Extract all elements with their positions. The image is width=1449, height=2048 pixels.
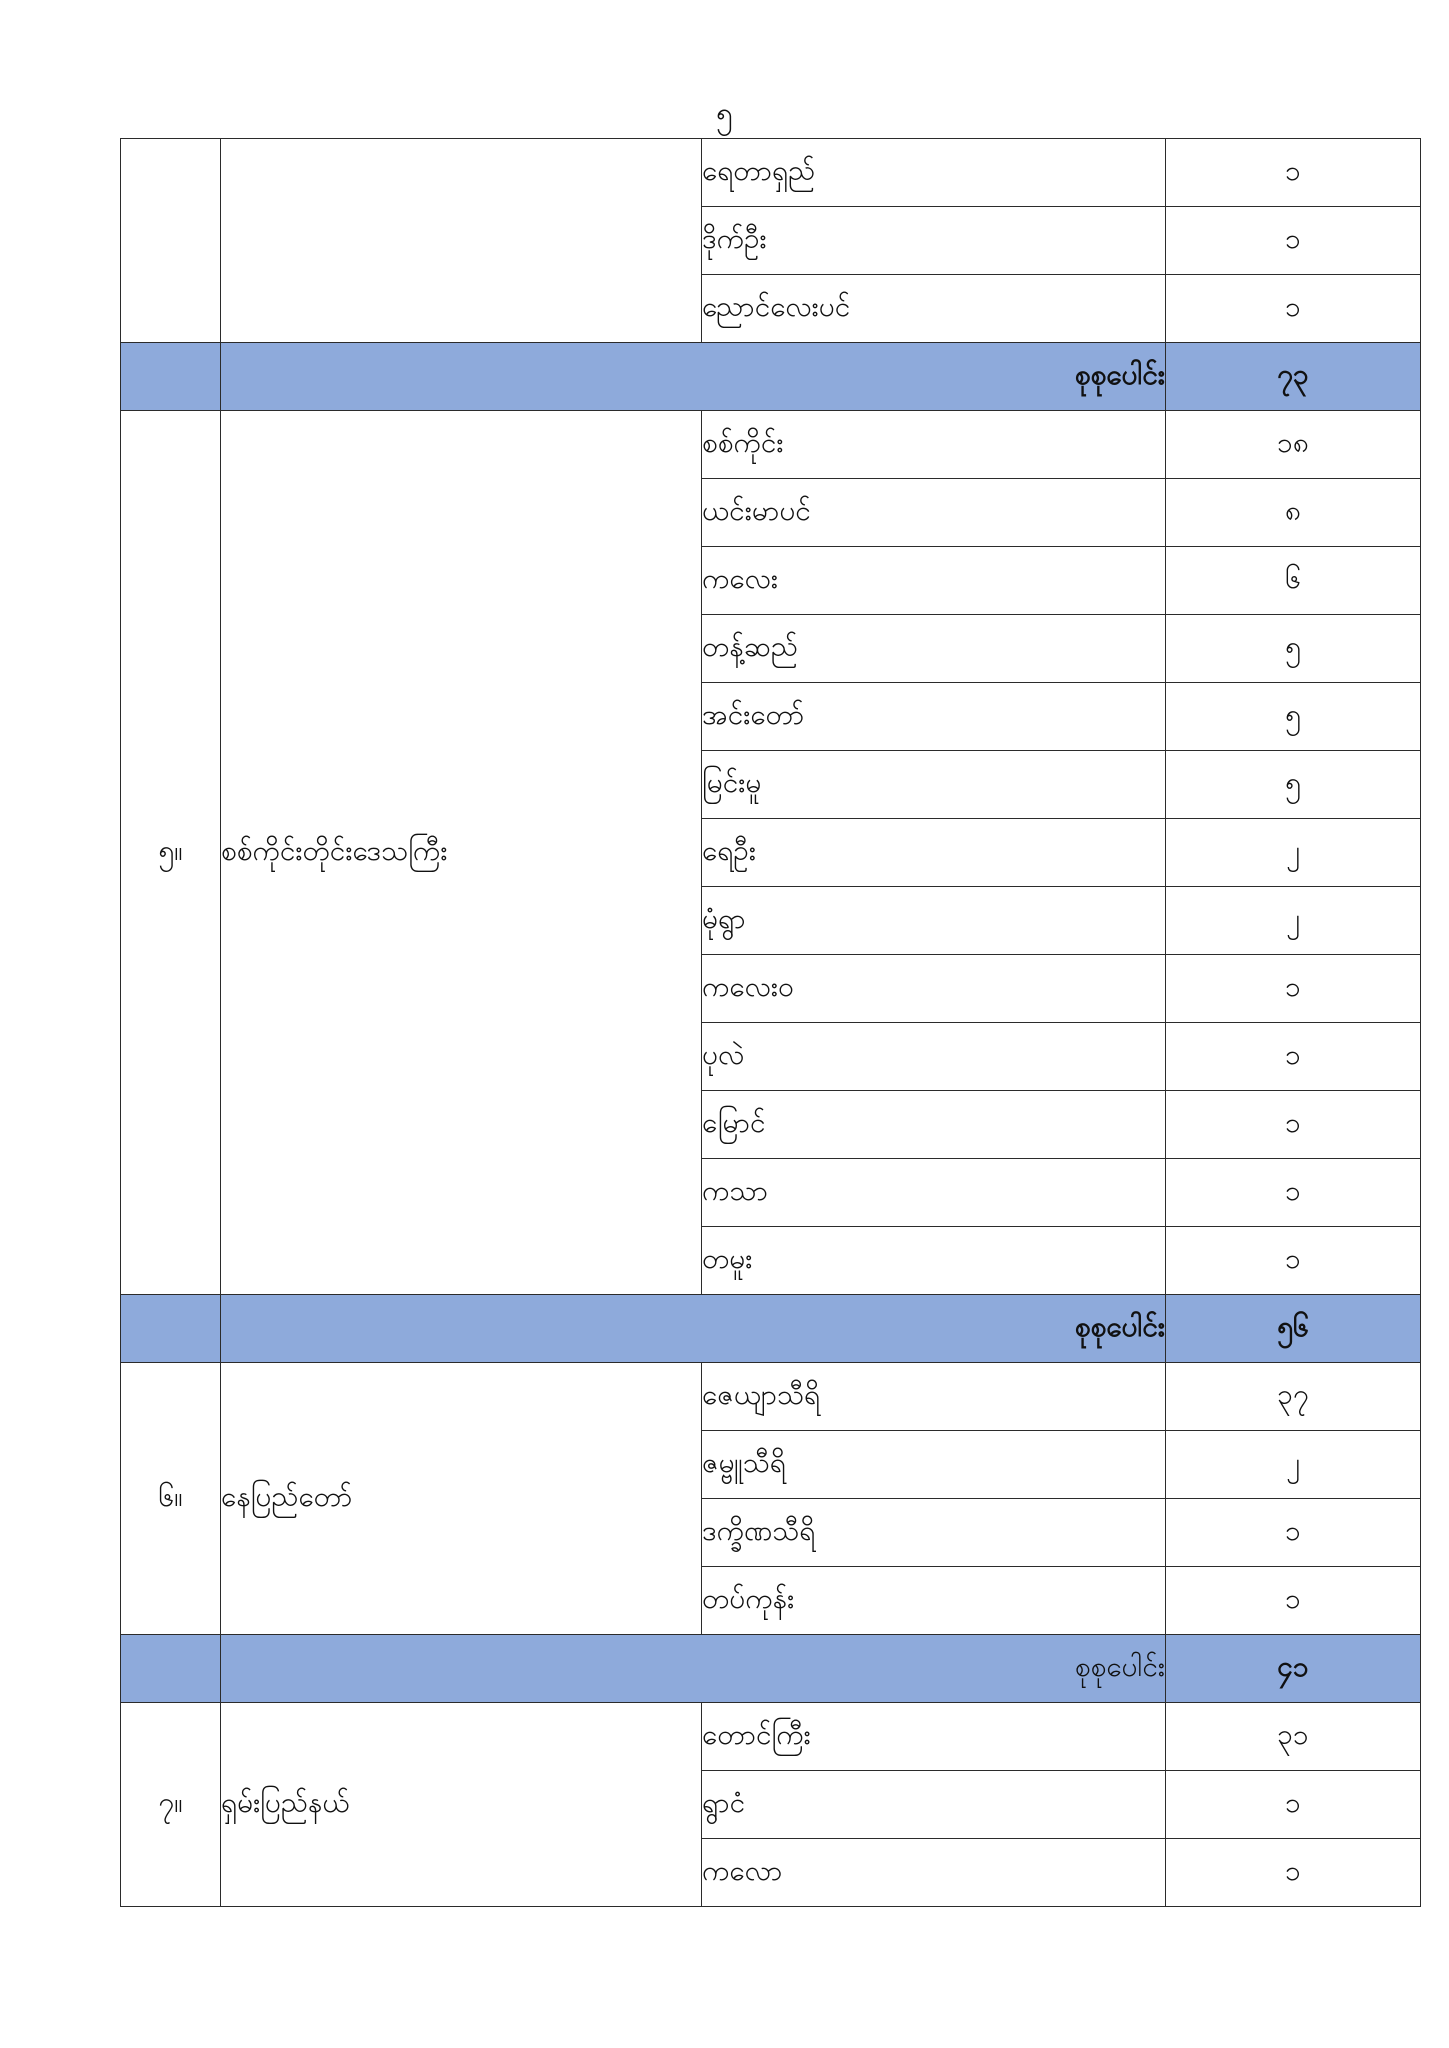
count-cell: ၅	[1166, 615, 1421, 683]
township-name-cell: ရွာငံ	[702, 1771, 1166, 1839]
count-cell: ၁	[1166, 1567, 1421, 1635]
region-name-cell	[221, 139, 702, 343]
serial-number-cell: ၆။	[121, 1363, 221, 1635]
count-cell: ၁	[1166, 955, 1421, 1023]
count-cell: ၁	[1166, 1839, 1421, 1907]
total-value: ၅၆	[1166, 1295, 1421, 1363]
total-row	[121, 343, 1421, 411]
count-cell: ၅	[1166, 683, 1421, 751]
count-cell: ၃၇	[1166, 1363, 1421, 1431]
count-cell: ၁	[1166, 207, 1421, 275]
serial-number-cell: ၇။	[121, 1703, 221, 1907]
count-cell: ၁၈	[1166, 411, 1421, 479]
count-cell: ၃၁	[1166, 1703, 1421, 1771]
count-cell: ၁	[1166, 1771, 1421, 1839]
township-name-cell: မုံရွာ	[702, 887, 1166, 955]
total-row	[121, 1635, 1421, 1703]
count-cell: ၆	[1166, 547, 1421, 615]
township-name-cell: မြင်းမူ	[702, 751, 1166, 819]
table-row	[121, 411, 1421, 479]
total-label: စုစုပေါင်း	[221, 1295, 1166, 1363]
total-label: စုစုပေါင်း	[221, 343, 1166, 411]
count-cell: ၁	[1166, 1023, 1421, 1091]
total-row	[121, 1295, 1421, 1363]
township-name-cell: ပုလဲ	[702, 1023, 1166, 1091]
township-name-cell: မြောင်	[702, 1091, 1166, 1159]
count-cell: ၁	[1166, 1227, 1421, 1295]
serial-number-cell: ၅။	[121, 411, 221, 1295]
township-name-cell: ညောင်လေးပင်	[702, 275, 1166, 343]
township-name-cell: တမူး	[702, 1227, 1166, 1295]
township-name-cell: ယင်းမာပင်	[702, 479, 1166, 547]
township-name-cell: ကလေး	[702, 547, 1166, 615]
count-cell: ၁	[1166, 1499, 1421, 1567]
page-number: ၅	[716, 96, 733, 131]
table-row	[121, 139, 1421, 207]
count-cell: ၂	[1166, 1431, 1421, 1499]
township-name-cell: ကလေးဝ	[702, 955, 1166, 1023]
township-name-cell: ဒိုက်ဦး	[702, 207, 1166, 275]
region-name-cell: စစ်ကိုင်းတိုင်းဒေသကြီး	[221, 411, 702, 1295]
township-name-cell: ကလော	[702, 1839, 1166, 1907]
total-value: ၇၃	[1166, 343, 1421, 411]
township-name-cell: ရေတာရှည်	[702, 139, 1166, 207]
township-name-cell: ဇေယျာသီရိ	[702, 1363, 1166, 1431]
township-name-cell: စစ်ကိုင်း	[702, 411, 1166, 479]
table-row	[121, 1363, 1421, 1431]
count-cell: ၁	[1166, 1159, 1421, 1227]
count-cell: ၂	[1166, 887, 1421, 955]
total-label: စုစုပေါင်း	[221, 1635, 1166, 1703]
township-name-cell: ဇမ္ဗူသီရိ	[702, 1431, 1166, 1499]
township-name-cell: အင်းတော်	[702, 683, 1166, 751]
serial-number-cell	[121, 139, 221, 343]
total-blank-cell	[121, 343, 221, 411]
town-count-table	[120, 138, 1421, 1907]
township-name-cell: တောင်ကြီး	[702, 1703, 1166, 1771]
region-name-cell: ရှမ်းပြည်နယ်	[221, 1703, 702, 1907]
count-cell: ၁	[1166, 275, 1421, 343]
count-cell: ၈	[1166, 479, 1421, 547]
count-cell: ၁	[1166, 1091, 1421, 1159]
table-row	[121, 1703, 1421, 1771]
township-name-cell: ရေဦး	[702, 819, 1166, 887]
township-name-cell: ကသာ	[702, 1159, 1166, 1227]
total-blank-cell	[121, 1295, 221, 1363]
township-name-cell: တန့်ဆည်	[702, 615, 1166, 683]
count-cell: ၅	[1166, 751, 1421, 819]
total-value: ၄၁	[1166, 1635, 1421, 1703]
township-name-cell: ဒက္ခိဏသီရိ	[702, 1499, 1166, 1567]
total-blank-cell	[121, 1635, 221, 1703]
township-name-cell: တပ်ကုန်း	[702, 1567, 1166, 1635]
region-name-cell: နေပြည်တော်	[221, 1363, 702, 1635]
count-cell: ၂	[1166, 819, 1421, 887]
count-cell: ၁	[1166, 139, 1421, 207]
